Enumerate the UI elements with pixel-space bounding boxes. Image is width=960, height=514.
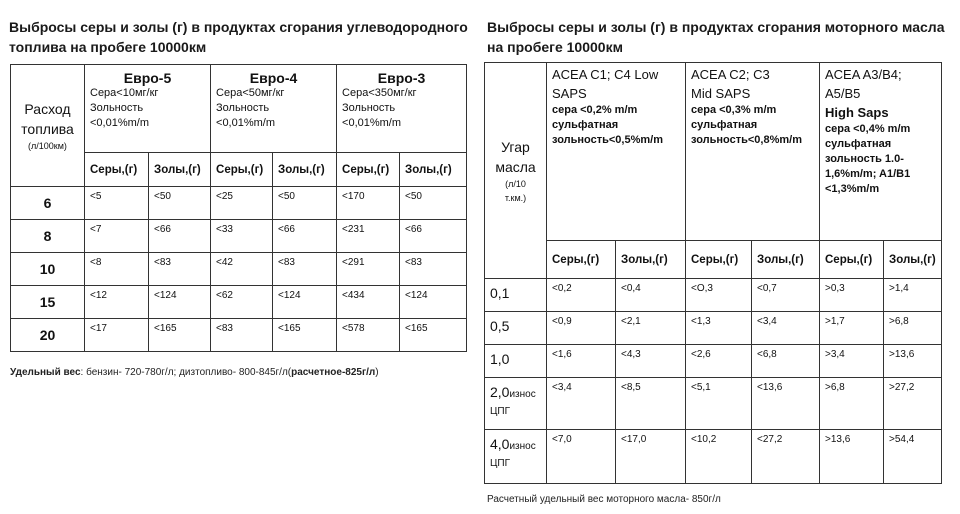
row-label <box>485 312 547 345</box>
table-cell: <578 <box>337 319 400 352</box>
row-label-value: 0,1 <box>490 285 510 301</box>
table-row <box>485 430 942 484</box>
table-cell: >13,6 <box>820 430 884 484</box>
row-label: 6 <box>11 187 85 220</box>
standard-spec: сульфатная <box>552 119 619 131</box>
table-row <box>485 279 942 312</box>
standard-acea-c2-c3 <box>686 63 820 241</box>
table-cell: <0,4 <box>616 279 686 312</box>
table-cell: <1,3 <box>686 312 752 345</box>
column-header: Золы,(г) <box>400 153 467 187</box>
table-cell: <3,4 <box>547 378 616 430</box>
table-cell: <3,4 <box>752 312 820 345</box>
column-header: Золы,(г) <box>273 153 337 187</box>
row-label-value: 4,0 <box>490 436 510 452</box>
table-cell: <124 <box>400 286 467 319</box>
table-cell: <291 <box>337 253 400 286</box>
column-header: Золы,(г) <box>616 241 686 279</box>
row-label <box>485 430 547 484</box>
table-cell: <165 <box>273 319 337 352</box>
row-label-value: 2,0 <box>490 384 510 400</box>
fuel-emissions-table <box>10 64 467 352</box>
standard-spec: сера <0,3% m/m <box>691 104 777 116</box>
left-table-note <box>10 367 379 378</box>
table-row <box>11 253 467 286</box>
table-cell: <5 <box>85 187 149 220</box>
table-cell: <62 <box>211 286 273 319</box>
standard-spec: Зольность <box>216 102 270 114</box>
table-cell: <231 <box>337 220 400 253</box>
table-cell: <66 <box>273 220 337 253</box>
table-cell: <165 <box>149 319 211 352</box>
column-header: Серы,(г) <box>686 241 752 279</box>
table-cell: <5,1 <box>686 378 752 430</box>
table-cell: >1,7 <box>820 312 884 345</box>
row-header-unit: (л/10 <box>505 178 526 189</box>
row-label-suffix: ЦПГ <box>490 406 510 417</box>
row-header-unit: (л/100км) <box>28 140 67 151</box>
table-cell: <83 <box>273 253 337 286</box>
note-text: ) <box>375 367 379 378</box>
table-cell: <83 <box>211 319 273 352</box>
table-cell: >27,2 <box>884 378 942 430</box>
table-cell: <6,8 <box>752 345 820 378</box>
column-header: Золы,(г) <box>752 241 820 279</box>
left-table-title: Выбросы серы и золы (г) в продуктах сгорания углеводородного топлива на пробеге 10000км <box>9 19 468 55</box>
standard-acea-a3-b4 <box>820 63 942 241</box>
table-cell: <50 <box>149 187 211 220</box>
standard-spec: <1,3%m/m <box>825 183 880 195</box>
table-cell: <4,3 <box>616 345 686 378</box>
table-cell: <17,0 <box>616 430 686 484</box>
standard-spec: <0,01%m/m <box>216 117 276 129</box>
row-label: 20 <box>11 319 85 352</box>
column-header-row <box>485 241 942 279</box>
row-header-line: Угар <box>501 138 530 155</box>
standard-name: Mid SAPS <box>691 86 751 101</box>
table-cell: <8 <box>85 253 149 286</box>
row-label <box>485 378 547 430</box>
column-header: Золы,(г) <box>149 153 211 187</box>
row-label <box>485 279 547 312</box>
table-row <box>11 319 467 352</box>
table-row <box>11 286 467 319</box>
table-cell: >1,4 <box>884 279 942 312</box>
row-header-line: масла <box>495 158 536 175</box>
column-header: Серы,(г) <box>85 153 149 187</box>
standard-spec: Зольность <box>90 102 144 114</box>
standard-euro3 <box>337 65 467 153</box>
table-cell: <66 <box>149 220 211 253</box>
table-header-row <box>485 63 942 241</box>
table-cell: <2,1 <box>616 312 686 345</box>
table-header-row <box>11 65 467 153</box>
table-cell: <7 <box>85 220 149 253</box>
standard-spec: Сера<10мг/кг <box>90 87 159 99</box>
table-cell: <0,7 <box>752 279 820 312</box>
standard-spec: Зольность <box>342 102 396 114</box>
standard-spec: сульфатная <box>691 119 758 131</box>
standard-spec: сера <0,2% m/m <box>552 104 638 116</box>
standard-spec: сульфатная <box>825 138 892 150</box>
table-cell: <66 <box>400 220 467 253</box>
standard-name: Евро-5 <box>123 70 172 86</box>
standard-spec: зольность 1.0- <box>825 153 904 165</box>
table-cell: >13,6 <box>884 345 942 378</box>
table-cell: <13,6 <box>752 378 820 430</box>
note-bold: расчетное-825г/л <box>291 367 376 378</box>
row-label-suffix: ЦПГ <box>490 458 510 469</box>
table-cell: <0,9 <box>547 312 616 345</box>
row-label: 10 <box>11 253 85 286</box>
table-cell: <7,0 <box>547 430 616 484</box>
table-cell: <33 <box>211 220 273 253</box>
right-table-note: Расчетный удельный вес моторного масла- 850г/л <box>487 494 721 505</box>
table-cell: <1,6 <box>547 345 616 378</box>
standard-name: High Saps <box>825 105 889 120</box>
table-cell: <27,2 <box>752 430 820 484</box>
table-cell: <12 <box>85 286 149 319</box>
standard-spec: зольность<0,8%m/m <box>691 134 802 146</box>
row-header-fuel <box>11 65 85 187</box>
row-label-value: 1,0 <box>490 351 510 367</box>
standard-spec: <0,01%m/m <box>90 117 149 129</box>
standard-spec: Сера<50мг/кг <box>216 87 285 99</box>
table-cell: >6,8 <box>884 312 942 345</box>
table-cell: <2,6 <box>686 345 752 378</box>
standard-spec: 1,6%m/m; A1/B1 <box>825 168 911 180</box>
note-bold: Удельный вес <box>10 367 81 378</box>
table-cell: <8,5 <box>616 378 686 430</box>
standard-name: ACEA A3/B4; <box>825 67 902 82</box>
standard-acea-c1-c4 <box>547 63 686 241</box>
table-cell: >54,4 <box>884 430 942 484</box>
column-header: Серы,(г) <box>547 241 616 279</box>
row-header-oil <box>485 63 547 279</box>
table-cell: <0,2 <box>547 279 616 312</box>
standard-name: SAPS <box>552 86 587 101</box>
table-cell: <83 <box>400 253 467 286</box>
table-cell: <10,2 <box>686 430 752 484</box>
standard-name: A5/B5 <box>825 86 861 101</box>
note-text: : бензин- 720-780г/л; дизтопливо- 800-845г/л( <box>80 367 292 378</box>
table-cell: <50 <box>273 187 337 220</box>
column-header: Золы,(г) <box>884 241 942 279</box>
table-cell: <25 <box>211 187 273 220</box>
standard-euro5 <box>85 65 211 153</box>
column-header: Серы,(г) <box>211 153 273 187</box>
table-cell: <42 <box>211 253 273 286</box>
table-cell: >0,3 <box>820 279 884 312</box>
row-label: 15 <box>11 286 85 319</box>
table-row <box>11 220 467 253</box>
table-cell: <O,3 <box>686 279 752 312</box>
row-label-suffix: износ <box>509 441 536 452</box>
table-cell: <83 <box>149 253 211 286</box>
table-cell: <17 <box>85 319 149 352</box>
table-row <box>485 312 942 345</box>
standard-name: Евро-4 <box>249 70 298 86</box>
row-label-value: 0,5 <box>490 318 510 334</box>
standard-spec: зольность<0,5%m/m <box>552 134 663 146</box>
standard-spec: сера <0,4% m/m <box>825 123 911 135</box>
table-cell: <124 <box>149 286 211 319</box>
table-row <box>11 187 467 220</box>
standard-name: Евро-3 <box>377 70 426 86</box>
table-cell: <434 <box>337 286 400 319</box>
table-cell: <50 <box>400 187 467 220</box>
table-cell: >6,8 <box>820 378 884 430</box>
row-header-unit: т.км.) <box>504 192 527 203</box>
standard-name: ACEA C1; C4 Low <box>552 67 659 82</box>
oil-emissions-table <box>484 62 942 484</box>
table-cell: <124 <box>273 286 337 319</box>
row-header-line: Расход <box>24 100 71 117</box>
standard-name: ACEA C2; C3 <box>691 67 770 82</box>
row-header-line: топлива <box>21 120 74 137</box>
row-label: 8 <box>11 220 85 253</box>
standard-spec: Сера<350мг/кг <box>342 87 417 99</box>
row-label-suffix: износ <box>509 389 536 400</box>
table-cell: <170 <box>337 187 400 220</box>
table-cell: >3,4 <box>820 345 884 378</box>
right-table-title: Выбросы серы и золы (г) в продуктах сгорания моторного масла на пробеге 10000км <box>487 19 945 55</box>
column-header: Серы,(г) <box>337 153 400 187</box>
row-label <box>485 345 547 378</box>
table-cell: <165 <box>400 319 467 352</box>
column-header: Серы,(г) <box>820 241 884 279</box>
table-row <box>485 345 942 378</box>
table-row <box>485 378 942 430</box>
standard-euro4 <box>211 65 337 153</box>
standard-spec: <0,01%m/m <box>342 117 402 129</box>
